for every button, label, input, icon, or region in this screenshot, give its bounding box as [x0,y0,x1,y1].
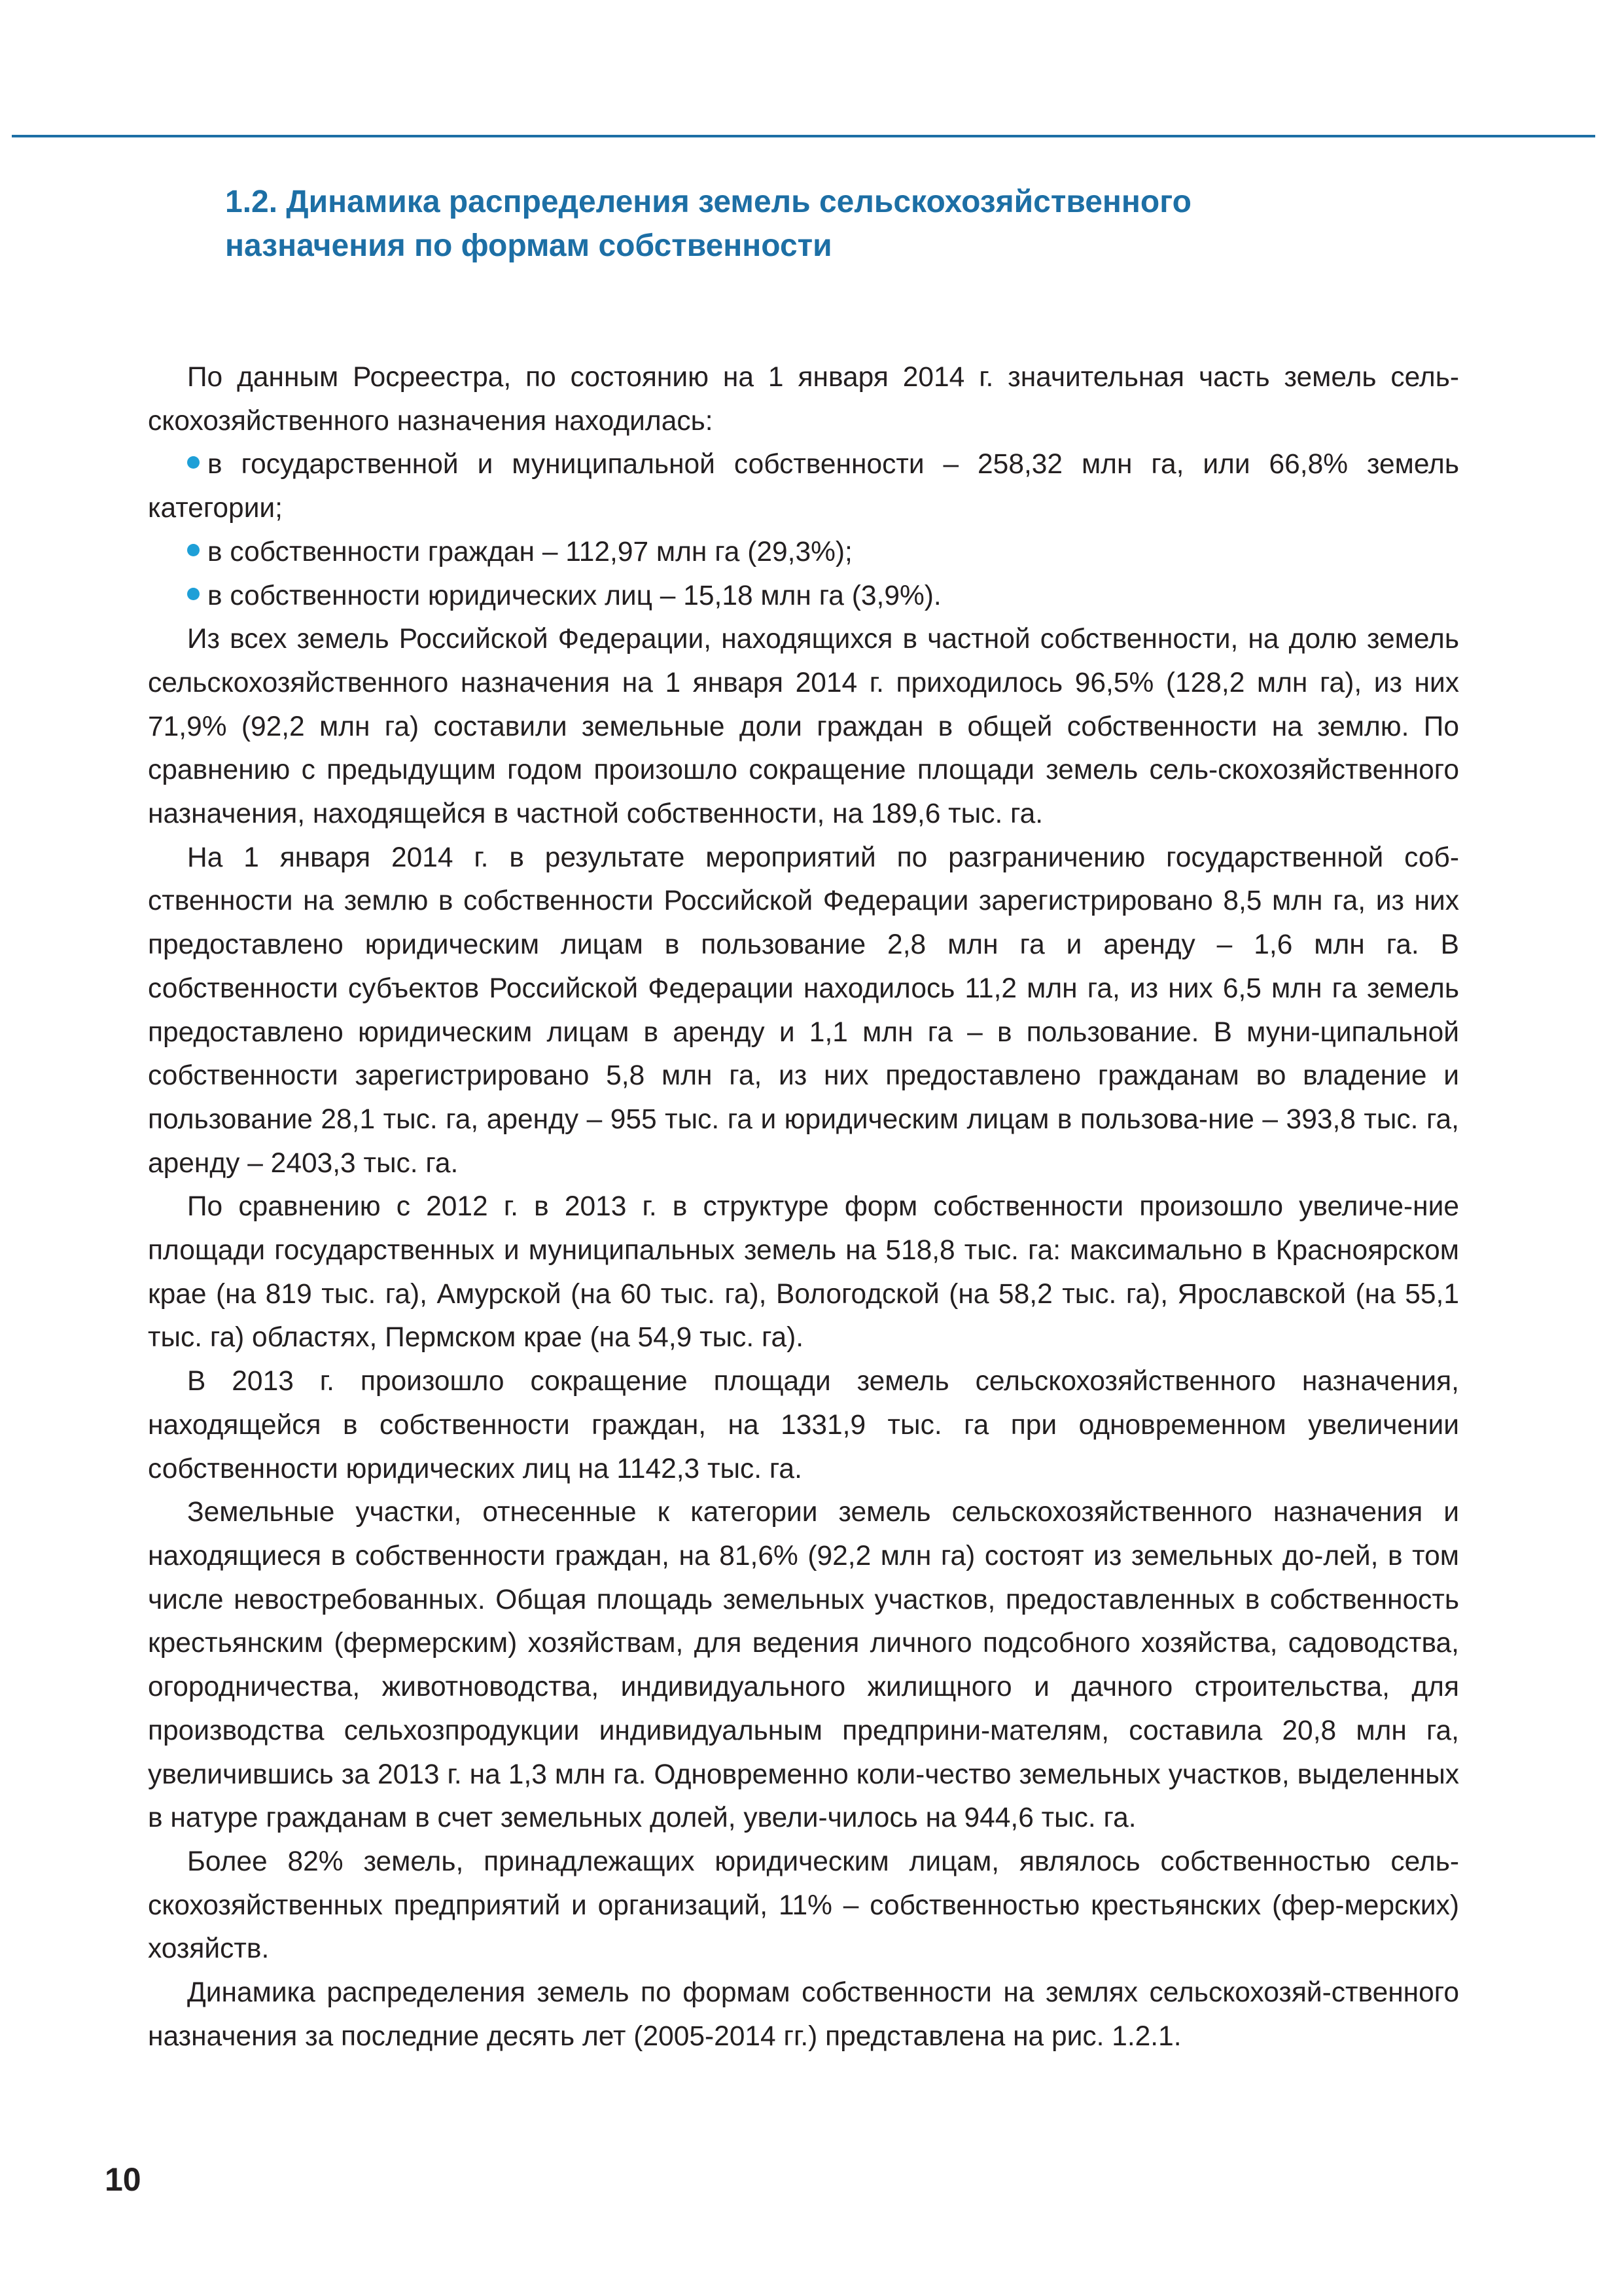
bullet-dot-icon [187,544,200,556]
body-text [148,356,1459,2058]
paragraph: По сравнению с 2012 г. в 2013 г. в структуре форм собственности произошло увеличе-ние площади государственных и муниципальных земель на 518,8 тыс. га: максимально в Красноярском крае (на 819 тыс. га), Амурской (на 60 тыс. га), Вологодской (на 58,2 тыс. га), Ярославской (на 55,1 тыс. га) областях, Пермском крае (на 54,9 тыс. га). [148,1191,1459,1354]
bullet-item-text: в собственности граждан – 112,97 млн га (29,3%); [207,536,853,567]
paragraph: На 1 января 2014 г. в результате мероприятий по разграничению государственной соб-ственности на землю в собственности Российской Федерации зарегистрировано 8,5 млн га, из них предоставлено юридическим лицам в пользование 2,8 млн га и аренду – 1,6 млн га. В собственности субъектов Российской Федерации находилось 11,2 млн га, из них 6,5 млн га земель предоставлено юридическим лицам в аренду и 1,1 млн га – в пользование. В муни-ципальной собственности зарегистрировано 5,8 млн га, из них предоставлено гражданам во владение и пользование 28,1 тыс. га, аренду – 955 тыс. га и юридическим лицам в пользова-ние – 393,8 тыс. га, аренду – 2403,3 тыс. га. [148,842,1459,1179]
paragraph: Из всех земель Российской Федерации, находящихся в частной собственности, на долю земель сельскохозяйственного назначения на 1 января 2014 г. приходилось 96,5% (128,2 млн га), из них 71,9% (92,2 млн га) составили земельные доли граждан в общей собственности на землю. По сравнению с предыдущим годом произошло сокращение площади земель сель-скохозяйственного назначения, находящейся в частной собственности, на 189,6 тыс. га. [148,624,1459,830]
bullet-item [148,531,1459,575]
bullet-item-text: в государственной и муниципальной собственности – 258,32 млн га, или 66,8% земель категории; [148,449,1459,524]
bullet-dot-icon [187,588,200,600]
bullet-item [148,575,1459,619]
paragraph: Динамика распределения земель по формам собственности на землях сельскохозяй-ственного назначения за последние десять лет (2005-2014 гг.) представлена на рис. 1.2.1. [148,1977,1459,2052]
paragraph: В 2013 г. произошло сокращение площади земель сельскохозяйственного назначения, находящейся в собственности граждан, на 1331,9 тыс. га при одновременном увеличении собственности юридических лиц на 1142,3 тыс. га. [148,1366,1459,1484]
paragraph: По данным Росреестра, по состоянию на 1 января 2014 г. значительная часть земель сель-скохозяйственного назначения находилась: [148,362,1459,437]
section-heading-line-1: 1.2. Динамика распределения земель сельскохозяйственного [225,185,1192,219]
header-rule [12,135,1595,137]
paragraph: Более 82% земель, принадлежащих юридическим лицам, являлось собственностью сель-скохозяйственных предприятий и организаций, 11% – собственностью крестьянских (фер-мерских) хозяйств. [148,1846,1459,1965]
paragraph: Земельные участки, отнесенные к категории земель сельскохозяйственного назначения и находящиеся в собственности граждан, на 81,6% (92,2 млн га) состоят из земельных до-лей, в том числе невостребованных. Общая площадь земельных участков, предоставленных в собственность крестьянским (фермерским) хозяйствам, для ведения личного подсобного хозяйства, садоводства, огородничества, животноводства, индивидуального жилищного и дачного строительства, для производства сельхозпродукции индивидуальным предприни-мателям, составила 20,8 млн га, увеличившись за 2013 г. на 1,3 млн га. Одновременно коли-чество земельных участков, выделенных в натуре гражданам в счет земельных долей, увели-чилось на 944,6 тыс. га. [148,1497,1459,1834]
bullet-dot-icon [187,456,200,469]
bullet-item-text: в собственности юридических лиц – 15,18 млн га (3,9%). [207,580,942,611]
section-heading-line-2: назначения по формам собственности [225,228,832,263]
section-heading [225,180,1468,268]
page-number: 10 [105,2161,141,2198]
bullet-item [148,443,1459,530]
